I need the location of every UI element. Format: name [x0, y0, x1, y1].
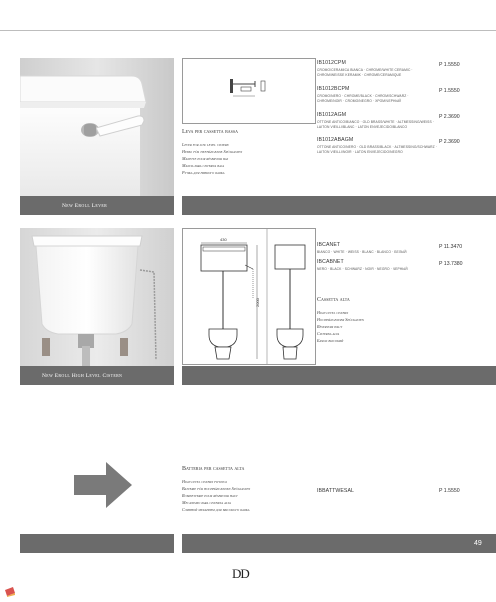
product-desc: CROMO/CERAMICA BIANCA · CHROME/WHITE CERAMIC · — [317, 68, 413, 72]
product-desc: OTTONE ANTICO/BIANCO · OLD BRASS/WHITE · ALTMESSING/WEISS · — [317, 120, 434, 124]
product-code: IBCABNET — [317, 259, 344, 265]
section1-translation: Hebel für tiefhängende Spülkasten — [182, 149, 243, 154]
section2-band-right — [182, 366, 496, 385]
cistern-photo — [20, 228, 174, 366]
section3-band-right — [182, 534, 496, 553]
product-code: IB1012AGM — [317, 112, 347, 118]
section3-translation: Mecanismo para cisterna alta — [182, 500, 231, 505]
section1-title: Leva per cassetta bassa — [182, 129, 239, 135]
section1-translation: Manija para cisterna baja — [182, 163, 225, 168]
section3-translation: Robinetterie pour réservoir haut — [182, 493, 238, 498]
top-rule — [0, 30, 496, 31]
section2-translation: Cisterna alta — [317, 331, 340, 336]
brand-logo: DD — [232, 566, 249, 581]
product-price: P 13.7380 — [439, 261, 463, 267]
section1-translation: Lever for low level cistern — [182, 142, 229, 147]
product-price: P 2.3690 — [439, 114, 460, 120]
section3-translation: Batterie für hochhängenden Spülkasten — [182, 486, 251, 491]
page-number: 49 — [474, 540, 482, 547]
product-desc: LAITON VIEILLI/NOIR · LATON ENVEJECIDO/NEGRO — [317, 150, 403, 154]
product-code: IB1012BCPM — [317, 86, 350, 92]
section1-translation: Ручка для низкого бачка — [182, 170, 225, 175]
product-desc: LAITON VIEILLI/BLANC · LATON ENVEJECIDO/BLANCO — [317, 125, 408, 129]
section1-translation: Manette pour réservoir bas — [182, 156, 229, 161]
section2-translation: Бачок высокий — [317, 338, 344, 343]
section2-title: Cassetta alta — [317, 297, 350, 303]
section1-band-right — [182, 196, 496, 215]
product-price: P 2.3690 — [439, 139, 460, 145]
section3-title: Batteria per cassetta alta — [182, 466, 245, 472]
product-desc: CHROME/NOIR · CROMO/NEGRO · ХРОМ/ЧЕРНЫЙ — [317, 99, 402, 103]
section1-band-label: New Eroll Lever — [62, 203, 108, 209]
product-price: P 1.5550 — [439, 62, 460, 68]
product-price: P 1.5550 — [439, 88, 460, 94]
section3-band-left — [20, 534, 174, 553]
lever-photo — [20, 58, 174, 196]
product-desc: NERO · BLACK · SCHWARZ · NOIR · NEGRO · ЧЕРНЫЙ — [317, 267, 408, 271]
product-desc: OTTONE ANTICO/NERO · OLD BRASS/BLACK · ALTMESSING/SCHWARZ · — [317, 145, 437, 149]
product-desc: BIANCO · WHITE · WEISS · BLANC · BLANCO · БЕЛЫЙ — [317, 250, 407, 254]
product-code: IB1012CPM — [317, 60, 346, 66]
cistern-diagram-box — [182, 228, 316, 365]
product-desc: CROMO/NERO · CHROME/BLACK · CHROM/SCHWARZ · — [317, 94, 409, 98]
product-code: IBBATTWESAL — [317, 488, 355, 494]
product-code: IB1012ABAGM — [317, 137, 354, 143]
section2-translation: Hochhängender Spülkasten — [317, 317, 364, 322]
bookmark-icon — [4, 584, 16, 594]
lever-diagram-box — [182, 58, 316, 124]
section3-translation: High level cistern fittings — [182, 479, 228, 484]
product-code: IBCANET — [317, 242, 341, 248]
section3-translation: Сливной механизм для высокого бачка — [182, 507, 250, 512]
product-price: P 11.3470 — [439, 244, 463, 250]
section2-translation: Réservoir haut — [317, 324, 343, 329]
product-price: P 1.5550 — [439, 488, 460, 494]
dim-width-label: 430 — [220, 237, 227, 242]
section2-band-label: New Eroll High Level Cistern — [42, 373, 123, 379]
arrow-icon — [74, 462, 132, 508]
section2-translation: High level cistern — [317, 310, 349, 315]
product-desc: CHROM/WEISSE KERAMIK · CHROME/CERAMIQUE — [317, 73, 402, 77]
dim-height-label: 2000 — [255, 298, 260, 307]
